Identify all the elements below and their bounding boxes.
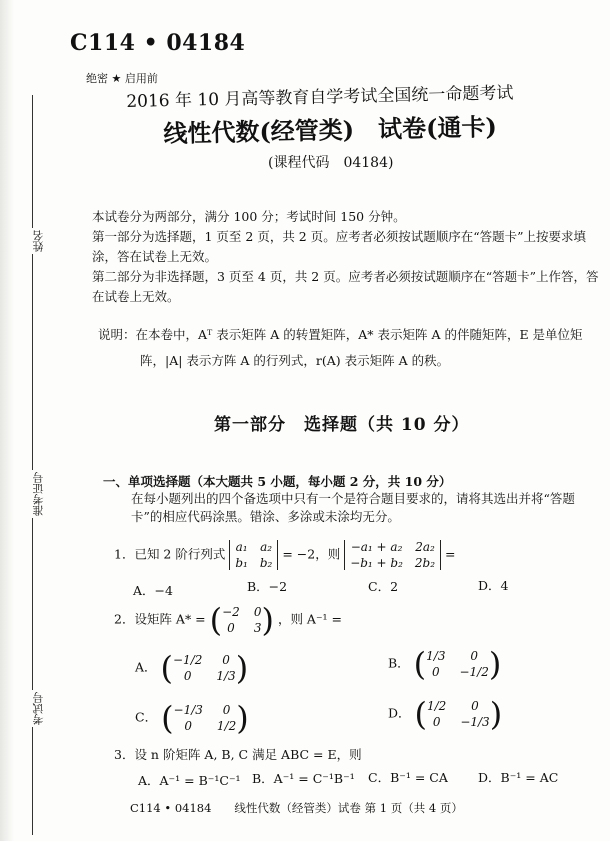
q2-stem-prefix: 2．设矩阵 A* =: [114, 611, 206, 627]
det1-cell: a₁: [235, 540, 248, 554]
q1-stem-prefix: 1．已知 2 阶行列式: [114, 546, 226, 562]
q2-adjugate-matrix: ( −2 0 0 3 ): [209, 601, 274, 639]
admission-number-label: 准考证号: [32, 472, 45, 516]
option-label: D．: [388, 705, 411, 721]
option-label: C．: [135, 709, 158, 725]
det2-cell: 2b₂: [414, 556, 436, 570]
section-heading: 一、单项选择题（本大题共 5 小题，每小题 2 分，共 10 分）: [103, 474, 452, 489]
matrix-cell: 0: [184, 719, 193, 733]
option-matrix: ( −1/3 0 0 1/2 ): [161, 699, 249, 737]
matrix-cell: 3: [253, 621, 262, 635]
matrix-cell: 0: [471, 699, 479, 713]
q1-option-c[interactable]: C．2: [368, 579, 399, 594]
q1-option-a[interactable]: A．−4: [133, 583, 173, 598]
option-label: A．: [135, 659, 157, 675]
q3-option-d[interactable]: D．B⁻¹ = AC: [478, 770, 559, 785]
q3-option-a[interactable]: A．A⁻¹ = B⁻¹C⁻¹: [138, 773, 241, 788]
name-label: 姓名: [32, 230, 45, 252]
page-footer: C114 • 04184 线性代数（经管类）试卷 第 1 页（共 4 页）: [130, 801, 463, 815]
section-instructions: 在每小题列出的四个备选项中只有一个是符合题目要求的，请将其选出并将“答题卡”的相应代码涂黑。错涂、多涂或未涂均无分。: [131, 491, 575, 524]
matrix-cell: 0: [253, 605, 262, 619]
q2-option-b[interactable]: [388, 645, 502, 683]
matrix-cell: 1/2: [216, 719, 237, 733]
matrix-cell: −1/3: [173, 703, 203, 717]
det2-cell: −a₁ + a₂: [350, 540, 403, 554]
matrix-cell: 0: [431, 665, 440, 679]
det2-cell: −b₁ + b₂: [350, 556, 403, 570]
option-matrix: ( −1/2 0 0 1/3 ): [160, 649, 249, 687]
exam-line: 2016 年 10 月高等教育自学考试全国统一命题考试: [126, 83, 514, 112]
q1-option-b[interactable]: B．−2: [247, 579, 288, 594]
question-1: [114, 540, 456, 570]
secret-mark: 绝密 ★ 启用前: [86, 72, 158, 85]
matrix-cell: 1/3: [216, 669, 236, 683]
q1-determinant-2: [344, 540, 441, 570]
q1-stem-suffix: =: [445, 546, 456, 562]
question-2: [114, 601, 342, 639]
option-label: B．: [388, 655, 410, 671]
q1-determinant-1: [229, 540, 278, 570]
option-matrix: ( 1/3 0 0 −1/2 ): [413, 645, 502, 683]
matrix-cell: 0: [222, 703, 231, 717]
det2-cell: 2a₂: [415, 540, 435, 554]
part-one-heading: 第一部分 选择题（共 10 分）: [214, 415, 470, 435]
q1-stem-mid: = −2，则: [282, 546, 341, 562]
matrix-cell: 0: [227, 621, 235, 635]
matrix-cell: −1/2: [459, 665, 489, 679]
matrix-cell: 1/2: [427, 699, 447, 713]
q3-option-c[interactable]: C．B⁻¹ = CA: [368, 770, 448, 785]
instruction-3: 第二部分为非选择题，3 页至 4 页，共 2 页。应考者必须按试题顺序在“答题卡”上作答，答在试卷上无效。: [92, 269, 599, 304]
matrix-cell: 0: [222, 653, 230, 667]
matrix-cell: −1/2: [173, 653, 203, 667]
matrix-cell: 0: [432, 715, 441, 729]
matrix-cell: 1/3: [426, 649, 446, 663]
instruction-1: 本试卷分为两部分，满分 100 分；考试时间 150 分钟。: [92, 209, 406, 224]
option-matrix: ( 1/2 0 0 −1/3 ): [414, 695, 503, 733]
course-code: (课程代码 04184): [268, 155, 394, 171]
q3-option-b[interactable]: B．A⁻¹ = C⁻¹B⁻¹: [252, 771, 355, 786]
matrix-cell: 0: [183, 669, 192, 683]
q2-option-a[interactable]: [135, 649, 249, 687]
q1-option-d[interactable]: D．4: [478, 578, 509, 593]
matrix-cell: −2: [222, 605, 240, 619]
det1-cell: b₁: [235, 556, 248, 570]
det1-cell: a₂: [260, 540, 273, 554]
paper-id: C114 • 04184: [70, 30, 246, 56]
q2-stem-suffix: ，则 A⁻¹ =: [277, 611, 342, 627]
exam-number-label: 考试号: [32, 692, 45, 725]
matrix-cell: 0: [470, 649, 478, 663]
notation-note: [98, 322, 603, 374]
question-3: 3．设 n 阶矩阵 A, B, C 满足 ABC = E，则: [114, 747, 362, 762]
page-fold-shadow: [0, 0, 14, 841]
det1-cell: b₂: [259, 556, 273, 570]
note-line-1: 说明：在本卷中，Aᵀ 表示矩阵 A 的转置矩阵，A* 表示矩阵 A 的伴随矩阵，E 是单位矩: [98, 327, 583, 342]
note-line-2: 阵，|A| 表示方阵 A 的行列式，r(A) 表示矩阵 A 的秩。: [140, 353, 450, 368]
matrix-cell: −1/3: [460, 715, 490, 729]
paper-title: 线性代数(经管类) 试卷(通卡): [163, 112, 498, 148]
q2-option-d[interactable]: [388, 695, 503, 733]
q2-option-c[interactable]: [135, 699, 249, 737]
instruction-2: 第一部分为选择题，1 页至 2 页，共 2 页。应考者必须按试题顺序在“答题卡”上按要求填涂，答在试卷上无效。: [92, 229, 587, 264]
